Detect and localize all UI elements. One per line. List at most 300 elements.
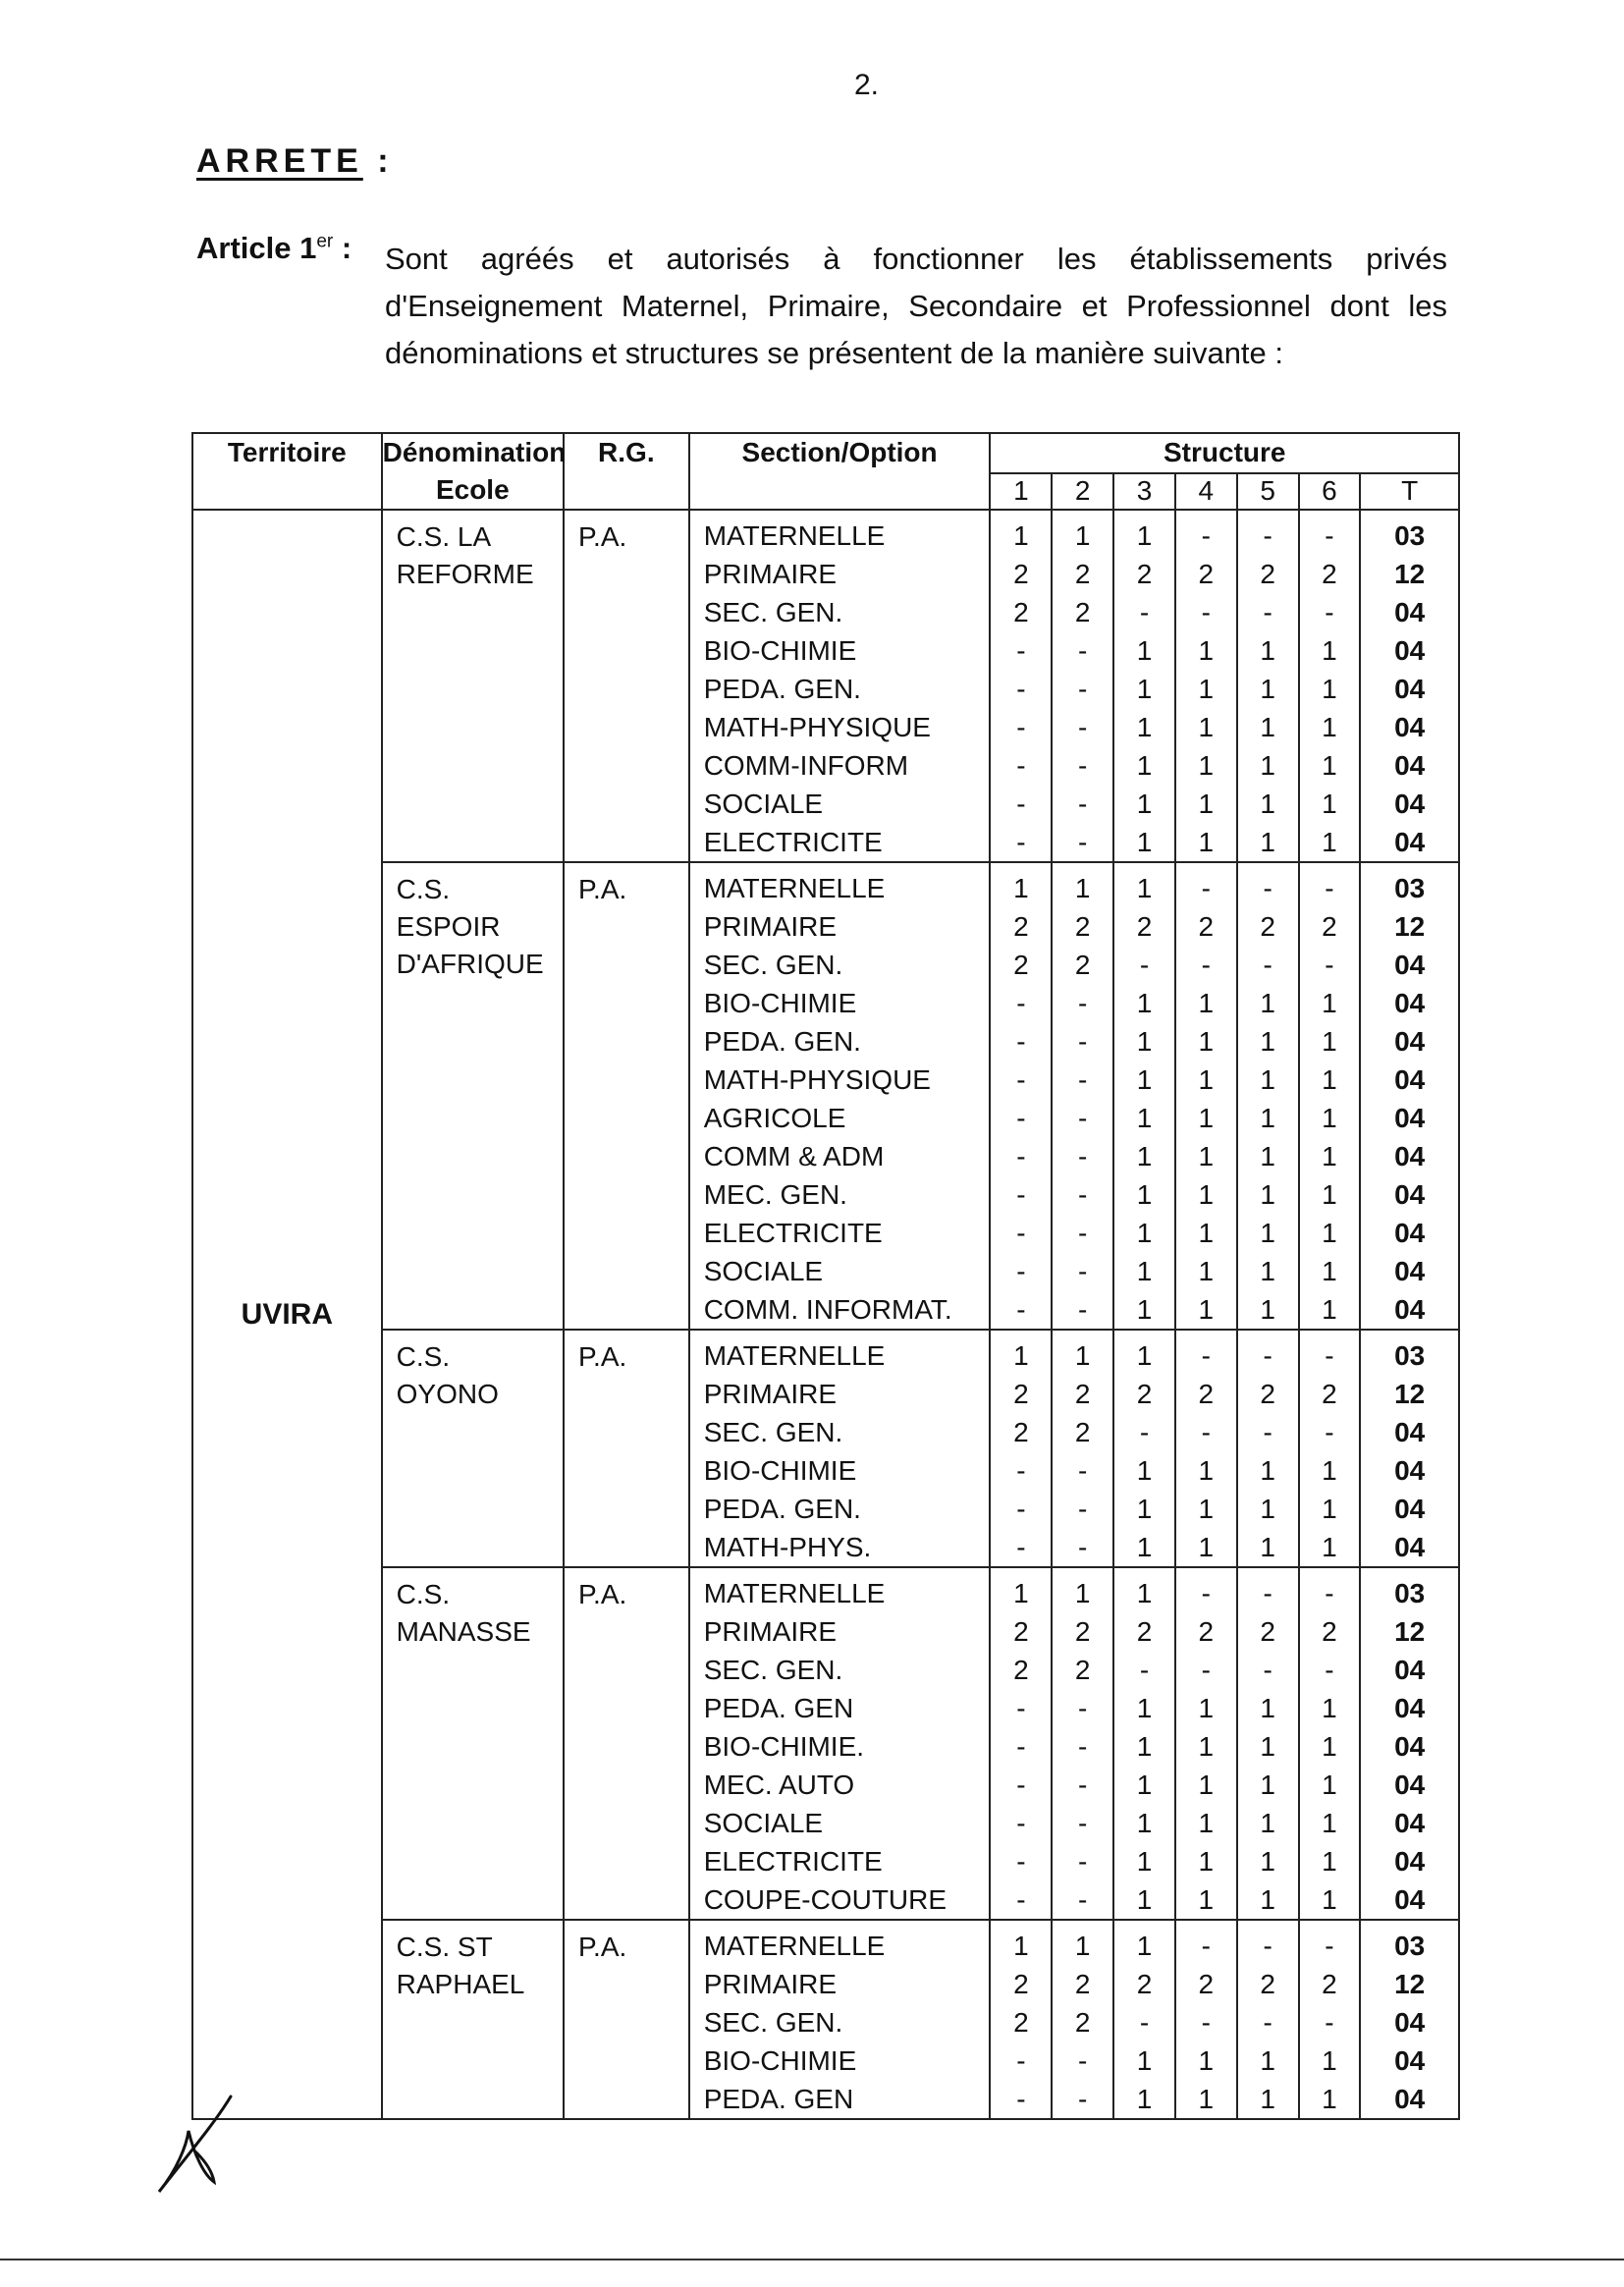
structure-cell: -	[1078, 1884, 1088, 1915]
structure-cell: 2	[1013, 1969, 1029, 1999]
structure-cell: -	[1078, 635, 1088, 666]
structure-cell: -	[1078, 1455, 1088, 1486]
structure-cell: 2	[1013, 1655, 1029, 1685]
structure-cell: 1	[1136, 873, 1153, 903]
school-block	[192, 510, 1459, 862]
structure-cell: 1	[1322, 635, 1337, 666]
structure-cell: 1	[1322, 1179, 1337, 1210]
total-cell: 12	[1394, 1969, 1426, 1999]
total-cell: 04	[1394, 950, 1426, 980]
structure-cell: -	[1078, 1770, 1088, 1800]
structure-cell: -	[1263, 873, 1272, 903]
structure-cell: -	[1263, 1655, 1272, 1685]
section-option: ELECTRICITE	[703, 827, 883, 857]
structure-cell: 1	[1136, 1770, 1153, 1800]
structure-cell: 1	[1198, 1026, 1215, 1057]
total-cell: 04	[1394, 597, 1426, 627]
structure-col-3	[1113, 1920, 1175, 2119]
total-cell: 12	[1394, 1616, 1426, 1647]
structure-cell: -	[1016, 1218, 1026, 1248]
total-cell: 04	[1394, 1026, 1426, 1057]
structure-cell: 1	[1322, 1218, 1337, 1248]
structure-cell: 2	[1013, 1616, 1029, 1647]
structure-cell: -	[1016, 1455, 1026, 1486]
structure-cell: 1	[1260, 988, 1275, 1018]
school-name-cell	[382, 1920, 564, 2119]
structure-cell: -	[1078, 1103, 1088, 1133]
section-option: PEDA. GEN.	[703, 1494, 861, 1524]
structure-cell: 1	[1260, 1026, 1275, 1057]
structure-cell: 1	[1260, 1808, 1275, 1838]
structure-cell: 1	[1136, 1218, 1153, 1248]
structure-cell: -	[1263, 1340, 1272, 1371]
section-option: PRIMAIRE	[703, 1969, 838, 1999]
structure-cell: 1	[1198, 1455, 1215, 1486]
structure-col-6	[1299, 1330, 1361, 1567]
structure-cell: 1	[1260, 827, 1275, 857]
school-name-cell	[382, 862, 564, 1330]
structure-cell: -	[1201, 1340, 1211, 1371]
structure-cell: 1	[1322, 2084, 1337, 2114]
structure-cell: 1	[1322, 674, 1337, 704]
structure-cell: -	[1078, 827, 1088, 857]
structure-col-total	[1360, 510, 1459, 862]
structure-cell: -	[1078, 1064, 1088, 1095]
structure-cell: -	[1201, 1931, 1211, 1961]
structure-cell: 1	[1013, 1931, 1029, 1961]
structure-cell: 2	[1260, 559, 1275, 589]
header-denomination: Dénomination Ecole	[382, 433, 564, 510]
structure-cell: 1	[1013, 520, 1029, 551]
structure-cell: 1	[1260, 674, 1275, 704]
structure-cell: -	[1078, 1179, 1088, 1210]
header-territoire: Territoire	[192, 433, 382, 510]
structure-cell: 1	[1322, 1770, 1337, 1800]
structure-cell: 1	[1322, 2045, 1337, 2076]
school-rg: P.A.	[564, 1567, 689, 1920]
structure-cell: -	[1325, 597, 1334, 627]
header-col-5: 5	[1237, 473, 1299, 510]
structure-cell: -	[1263, 1931, 1272, 1961]
structure-cell: 2	[1198, 1616, 1215, 1647]
structure-cell: 1	[1260, 1884, 1275, 1915]
structure-col-4	[1175, 862, 1237, 1330]
school-rg: P.A.	[564, 1920, 689, 2119]
header-col-total: T	[1360, 473, 1459, 510]
section-option: SEC. GEN.	[703, 2007, 843, 2038]
structure-col-total	[1360, 1920, 1459, 2119]
structure-cell: 1	[1136, 1931, 1153, 1961]
structure-cell: 1	[1322, 1846, 1337, 1877]
school-name-cell	[382, 1567, 564, 1920]
structure-cell: 1	[1136, 1026, 1153, 1057]
structure-cell: 1	[1198, 1846, 1215, 1877]
section-option: BIO-CHIMIE	[703, 2045, 857, 2076]
structure-cell: -	[1325, 873, 1334, 903]
structure-cell: 1	[1136, 750, 1153, 781]
structure-cell: 2	[1013, 950, 1029, 980]
section-option: MATERNELLE	[703, 1931, 886, 1961]
structure-cell: 1	[1322, 789, 1337, 819]
structure-cell: -	[1016, 1808, 1026, 1838]
structure-cell: 1	[1322, 1256, 1337, 1286]
structure-col-2	[1052, 510, 1113, 862]
structure-cell: -	[1078, 1731, 1088, 1762]
structure-cell: 1	[1198, 1179, 1215, 1210]
structure-cell: 1	[1322, 827, 1337, 857]
structure-col-total	[1360, 1567, 1459, 1920]
school-block	[192, 1567, 1459, 1920]
structure-cell: 1	[1198, 1064, 1215, 1095]
structure-cell: 2	[1074, 559, 1091, 589]
structure-cell: 1	[1136, 1731, 1153, 1762]
section-list	[689, 862, 991, 1330]
structure-cell: 1	[1260, 1064, 1275, 1095]
structure-cell: -	[1078, 1294, 1088, 1325]
structure-cell: 1	[1136, 674, 1153, 704]
structure-cell: 1	[1136, 1103, 1153, 1133]
school-name: C.S. ESPOIR D'AFRIQUE	[396, 874, 544, 979]
section-list	[689, 1567, 991, 1920]
structure-cell: 1	[1198, 2045, 1215, 2076]
section-option: SEC. GEN.	[703, 1655, 843, 1685]
structure-cell: 2	[1136, 559, 1153, 589]
structure-cell: 2	[1013, 559, 1029, 589]
structure-cell: -	[1201, 597, 1211, 627]
section-option: BIO-CHIMIE.	[703, 1731, 865, 1762]
structure-cell: 1	[1260, 1846, 1275, 1877]
structure-cell: -	[1325, 2007, 1334, 2038]
total-cell: 03	[1394, 520, 1426, 551]
structure-cell: 2	[1013, 1379, 1029, 1409]
structure-cell: -	[1016, 1179, 1026, 1210]
structure-cell: -	[1016, 1103, 1026, 1133]
structure-cell: 2	[1322, 559, 1337, 589]
structure-cell: 2	[1074, 1655, 1091, 1685]
structure-cell: -	[1016, 1494, 1026, 1524]
total-cell: 03	[1394, 1931, 1426, 1961]
structure-col-6	[1299, 1567, 1361, 1920]
structure-cell: -	[1016, 674, 1026, 704]
structure-cell: -	[1016, 1256, 1026, 1286]
structure-cell: -	[1078, 2084, 1088, 2114]
total-cell: 04	[1394, 1846, 1426, 1877]
structure-cell: -	[1016, 827, 1026, 857]
structure-cell: 1	[1198, 1770, 1215, 1800]
structure-col-3	[1113, 862, 1175, 1330]
total-cell: 04	[1394, 1532, 1426, 1562]
structure-col-6	[1299, 1920, 1361, 2119]
structure-cell: -	[1078, 1141, 1088, 1171]
structure-cell: 1	[1136, 1294, 1153, 1325]
structure-cell: -	[1201, 1578, 1211, 1608]
total-cell: 04	[1394, 988, 1426, 1018]
total-cell: 04	[1394, 1808, 1426, 1838]
structure-cell: 1	[1136, 1494, 1153, 1524]
structure-cell: 1	[1136, 712, 1153, 742]
header-col-4: 4	[1175, 473, 1237, 510]
school-rg: P.A.	[564, 510, 689, 862]
section-option: COMM. INFORMAT.	[703, 1294, 952, 1325]
structure-cell: 1	[1260, 1141, 1275, 1171]
structure-cell: 1	[1322, 1693, 1337, 1723]
structure-cell: -	[1016, 1884, 1026, 1915]
decree-heading-colon: :	[362, 142, 394, 180]
header-section: Section/Option	[689, 433, 991, 510]
total-cell: 04	[1394, 1693, 1426, 1723]
structure-col-3	[1113, 1330, 1175, 1567]
structure-cell: -	[1016, 1846, 1026, 1877]
structure-cell: -	[1201, 520, 1211, 551]
article-label	[196, 231, 352, 266]
structure-cell: -	[1325, 1417, 1334, 1447]
section-option: BIO-CHIMIE	[703, 635, 857, 666]
structure-cell: 1	[1136, 1693, 1153, 1723]
structure-cell: -	[1201, 873, 1211, 903]
school-rg: P.A.	[564, 862, 689, 1330]
section-option: MATH-PHYSIQUE	[703, 712, 931, 742]
total-cell: 12	[1394, 911, 1426, 942]
table-body	[192, 510, 1459, 2119]
structure-cell: 2	[1074, 597, 1091, 627]
total-cell: 04	[1394, 750, 1426, 781]
structure-cell: 1	[1136, 1578, 1153, 1608]
total-cell: 04	[1394, 2084, 1426, 2114]
structure-col-5	[1237, 1330, 1299, 1567]
structure-cell: -	[1201, 1417, 1211, 1447]
structure-cell: 1	[1322, 712, 1337, 742]
signature-mark	[147, 2092, 265, 2200]
structure-col-2	[1052, 1920, 1113, 2119]
section-option: MATERNELLE	[703, 520, 886, 551]
structure-cell: 1	[1013, 1340, 1029, 1371]
structure-col-5	[1237, 1920, 1299, 2119]
structure-cell: 1	[1260, 712, 1275, 742]
structure-cell: 1	[1260, 1494, 1275, 1524]
section-option: AGRICOLE	[703, 1103, 846, 1133]
total-cell: 12	[1394, 559, 1426, 589]
structure-col-3	[1113, 1567, 1175, 1920]
structure-cell: 1	[1198, 827, 1215, 857]
structure-cell: 1	[1136, 2045, 1153, 2076]
school-name: C.S. MANASSE	[396, 1579, 531, 1647]
structure-cell: 1	[1136, 1884, 1153, 1915]
structure-cell: 1	[1198, 1141, 1215, 1171]
structure-cell: 1	[1198, 635, 1215, 666]
total-cell: 04	[1394, 1494, 1426, 1524]
structure-cell: -	[1263, 950, 1272, 980]
school-name-cell	[382, 1330, 564, 1567]
structure-cell: -	[1325, 1578, 1334, 1608]
total-cell: 03	[1394, 1578, 1426, 1608]
structure-cell: -	[1078, 750, 1088, 781]
structure-cell: 1	[1198, 1731, 1215, 1762]
structure-cell: 1	[1074, 1578, 1091, 1608]
structure-cell: 1	[1260, 1179, 1275, 1210]
article-text: Sont agréés et autorisés à fonctionner les établissements privés d'Enseignement Maternel, Primaire, Secondaire et Professionnel dont les dénominations et structures se présentent de la manière suivante :	[385, 242, 1447, 370]
structure-cell: -	[1263, 597, 1272, 627]
structure-cell: 2	[1013, 2007, 1029, 2038]
structure-col-5	[1237, 1567, 1299, 1920]
structure-cell: 1	[1260, 2084, 1275, 2114]
structure-cell: 1	[1136, 1455, 1153, 1486]
schools-structure-table	[191, 432, 1460, 2120]
total-cell: 04	[1394, 635, 1426, 666]
structure-cell: 1	[1260, 1256, 1275, 1286]
structure-cell: 1	[1074, 520, 1091, 551]
structure-col-6	[1299, 862, 1361, 1330]
school-rg: P.A.	[564, 1330, 689, 1567]
structure-cell: -	[1263, 1578, 1272, 1608]
structure-cell: 1	[1198, 1884, 1215, 1915]
total-cell: 04	[1394, 1141, 1426, 1171]
structure-cell: 2	[1074, 911, 1091, 942]
total-cell: 04	[1394, 1455, 1426, 1486]
total-cell: 04	[1394, 1064, 1426, 1095]
structure-cell: -	[1016, 2084, 1026, 2114]
structure-cell: 2	[1074, 2007, 1091, 2038]
section-option: MEC. AUTO	[703, 1770, 855, 1800]
structure-cell: 1	[1136, 1340, 1153, 1371]
structure-col-2	[1052, 1567, 1113, 1920]
structure-cell: 1	[1260, 1455, 1275, 1486]
structure-cell: 1	[1198, 1808, 1215, 1838]
structure-cell: 2	[1322, 1969, 1337, 1999]
article-label-text: Article 1	[196, 231, 317, 265]
structure-cell: -	[1078, 1532, 1088, 1562]
total-cell: 04	[1394, 1731, 1426, 1762]
section-option: PEDA. GEN.	[703, 674, 861, 704]
structure-cell: -	[1325, 950, 1334, 980]
structure-cell: 2	[1013, 911, 1029, 942]
structure-cell: 1	[1260, 1731, 1275, 1762]
section-option: PRIMAIRE	[703, 1616, 838, 1647]
structure-col-total	[1360, 862, 1459, 1330]
structure-col-4	[1175, 1920, 1237, 2119]
structure-cell: 1	[1136, 2084, 1153, 2114]
structure-cell: -	[1016, 635, 1026, 666]
structure-cell: 2	[1260, 1616, 1275, 1647]
section-option: MEC. GEN.	[703, 1179, 847, 1210]
structure-cell: -	[1016, 1064, 1026, 1095]
total-cell: 04	[1394, 789, 1426, 819]
structure-cell: 2	[1074, 1616, 1091, 1647]
structure-cell: -	[1325, 520, 1334, 551]
section-option: SEC. GEN.	[703, 597, 843, 627]
section-option: COUPE-COUTURE	[703, 1884, 947, 1915]
structure-cell: 1	[1322, 1103, 1337, 1133]
structure-cell: 1	[1260, 750, 1275, 781]
structure-cell: 2	[1198, 911, 1215, 942]
total-cell: 12	[1394, 1379, 1426, 1409]
school-name-cell	[382, 510, 564, 862]
section-option: COMM & ADM	[703, 1141, 885, 1171]
structure-cell: -	[1263, 1417, 1272, 1447]
structure-cell: -	[1201, 2007, 1211, 2038]
structure-cell: 2	[1136, 1969, 1153, 1999]
structure-cell: 1	[1136, 1846, 1153, 1877]
structure-cell: 1	[1198, 750, 1215, 781]
structure-col-6	[1299, 510, 1361, 862]
structure-cell: 1	[1136, 827, 1153, 857]
structure-cell: -	[1325, 1931, 1334, 1961]
article-label-sup: er	[316, 231, 334, 252]
structure-cell: 1	[1074, 1340, 1091, 1371]
structure-cell: 1	[1198, 1693, 1215, 1723]
structure-cell: 1	[1198, 1256, 1215, 1286]
total-cell: 04	[1394, 827, 1426, 857]
structure-col-1	[990, 1567, 1052, 1920]
structure-cell: -	[1078, 789, 1088, 819]
structure-cell: -	[1139, 597, 1150, 627]
structure-cell: 2	[1013, 1417, 1029, 1447]
total-cell: 04	[1394, 674, 1426, 704]
section-option: SEC. GEN.	[703, 950, 843, 980]
section-option: PRIMAIRE	[703, 559, 838, 589]
total-cell: 04	[1394, 1179, 1426, 1210]
structure-cell: -	[1016, 1026, 1026, 1057]
structure-cell: -	[1078, 674, 1088, 704]
structure-cell: -	[1078, 1218, 1088, 1248]
structure-cell: -	[1201, 1655, 1211, 1685]
structure-cell: 2	[1260, 1969, 1275, 1999]
section-option: SOCIALE	[703, 1808, 824, 1838]
structure-col-1	[990, 1330, 1052, 1567]
structure-cell: 1	[1074, 873, 1091, 903]
section-option: MATH-PHYS.	[703, 1532, 872, 1562]
structure-cell: 1	[1260, 1532, 1275, 1562]
territoire-cell: UVIRA	[192, 510, 382, 2119]
section-option: PRIMAIRE	[703, 1379, 838, 1409]
structure-cell: 2	[1074, 1417, 1091, 1447]
structure-cell: -	[1078, 712, 1088, 742]
structure-cell: -	[1016, 750, 1026, 781]
structure-cell: 1	[1013, 1578, 1029, 1608]
structure-cell: 1	[1198, 1494, 1215, 1524]
bottom-rule	[0, 2259, 1624, 2260]
header-col-1: 1	[990, 473, 1052, 510]
structure-col-4	[1175, 510, 1237, 862]
structure-cell: -	[1263, 520, 1272, 551]
school-block	[192, 1330, 1459, 1567]
structure-cell: 1	[1136, 520, 1153, 551]
structure-cell: 2	[1260, 911, 1275, 942]
structure-cell: 1	[1198, 789, 1215, 819]
structure-cell: -	[1016, 988, 1026, 1018]
structure-col-2	[1052, 862, 1113, 1330]
structure-cell: 2	[1074, 1969, 1091, 1999]
school-name: C.S. LA REFORME	[396, 521, 534, 589]
section-option: SOCIALE	[703, 789, 824, 819]
total-cell: 04	[1394, 1655, 1426, 1685]
structure-cell: 1	[1136, 789, 1153, 819]
total-cell: 04	[1394, 1417, 1426, 1447]
header-col-2: 2	[1052, 473, 1113, 510]
structure-cell: -	[1016, 2045, 1026, 2076]
structure-col-5	[1237, 862, 1299, 1330]
structure-cell: -	[1263, 2007, 1272, 2038]
structure-cell: -	[1016, 712, 1026, 742]
structure-cell: -	[1139, 1655, 1150, 1685]
structure-col-4	[1175, 1567, 1237, 1920]
structure-cell: -	[1016, 1294, 1026, 1325]
structure-cell: -	[1139, 1417, 1150, 1447]
structure-cell: -	[1078, 1693, 1088, 1723]
section-option: COMM-INFORM	[703, 750, 909, 781]
total-cell: 04	[1394, 712, 1426, 742]
structure-col-2	[1052, 1330, 1113, 1567]
structure-cell: 1	[1198, 1532, 1215, 1562]
